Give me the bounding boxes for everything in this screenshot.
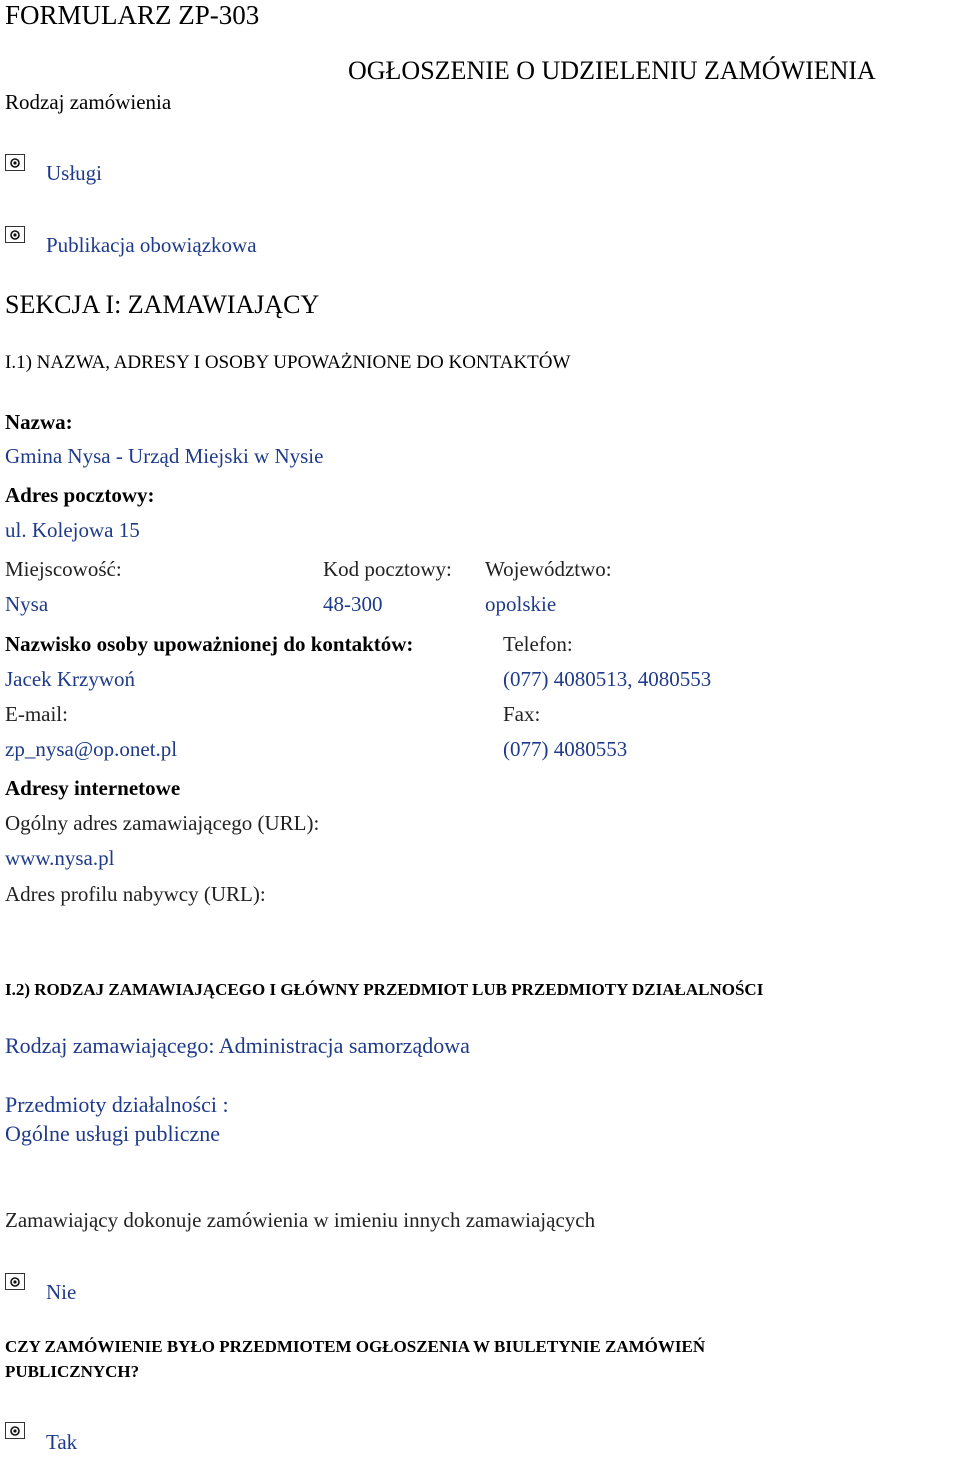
authority-type: Rodzaj zamawiającego: Administracja samorządowa [5,1033,470,1058]
option-services[interactable]: Usługi [46,161,103,185]
zip-value: 48-300 [323,592,383,616]
general-url-value[interactable]: www.nysa.pl [5,846,115,870]
province-label: Województwo: [485,557,612,581]
checked-checkbox-icon[interactable] [5,1422,25,1439]
city-label: Miejscowość: [5,557,122,581]
zip-label: Kod pocztowy: [323,557,452,581]
web-addresses-label: Adresy internetowe [5,776,181,800]
contact-value: Jacek Krzywoń [5,667,136,691]
form-title: FORMULARZ ZP-303 [5,0,260,30]
checked-checkbox-icon[interactable] [5,1273,25,1290]
postal-value: ul. Kolejowa 15 [5,518,140,542]
on-behalf-answer[interactable]: Nie [46,1280,77,1304]
name-value: Gmina Nysa - Urząd Miejski w Nysie [5,444,324,468]
option-mandatory-publication[interactable]: Publikacja obowiązkowa [46,233,257,257]
notice-title: OGŁOSZENIE O UDZIELENIU ZAMÓWIENIA [348,56,876,85]
activities-label: Przedmioty działalności : [5,1092,229,1117]
fax-value: (077) 4080553 [503,737,628,761]
phone-label: Telefon: [503,632,573,656]
section1-subtitle: I.1) NAZWA, ADRESY I OSOBY UPOWAŻNIONE DO KONTAKTÓW [5,352,571,373]
name-label: Nazwa: [5,410,73,434]
section1-title: SEKCJA I: ZAMAWIAJĄCY [5,290,320,319]
email-label: E-mail: [5,702,68,726]
postal-label: Adres pocztowy: [5,483,155,507]
checked-checkbox-icon[interactable] [5,226,25,243]
fax-label: Fax: [503,702,541,726]
buyer-profile-label: Adres profilu nabywcy (URL): [5,882,266,906]
province-value: opolskie [485,592,557,616]
city-value: Nysa [5,592,49,616]
general-url-label: Ogólny adres zamawiającego (URL): [5,811,320,835]
section2-title: I.2) RODZAJ ZAMAWIAJĄCEGO I GŁÓWNY PRZEDMIOT LUB PRZEDMIOTY DZIAŁALNOŚCI [5,980,764,999]
on-behalf-question: Zamawiający dokonuje zamówienia w imieniu innych zamawiających [5,1208,596,1232]
order-type-label: Rodzaj zamówienia [5,90,172,114]
email-value[interactable]: zp_nysa@op.onet.pl [5,737,178,761]
bulletin-question-line2: PUBLICZNYCH? [5,1362,140,1381]
activities-value: Ogólne usługi publiczne [5,1121,221,1146]
checked-checkbox-icon[interactable] [5,154,25,171]
phone-value: (077) 4080513, 4080553 [503,667,712,691]
bulletin-question-line1: CZY ZAMÓWIENIE BYŁO PRZEDMIOTEM OGŁOSZENIA W BIULETYNIE ZAMÓWIEŃ [5,1337,706,1356]
bulletin-answer[interactable]: Tak [46,1430,78,1454]
contact-label: Nazwisko osoby upoważnionej do kontaktów: [5,632,414,656]
